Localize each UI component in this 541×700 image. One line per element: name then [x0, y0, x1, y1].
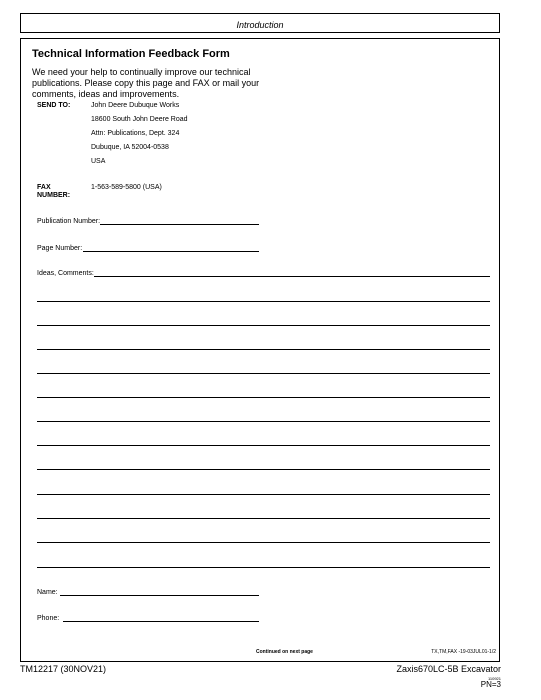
address-line-3: Attn: Publications, Dept. 324 [91, 130, 180, 137]
send-to-label: SEND TO: [37, 102, 71, 109]
reference-code: TX,TM,FAX -19-03JUL01-1/2 [431, 649, 496, 655]
phone-field[interactable] [63, 621, 259, 622]
comment-line-8[interactable] [37, 445, 490, 446]
form-title: Technical Information Feedback Form [32, 48, 230, 60]
page-number-label: Page Number: [37, 245, 83, 252]
comment-line-6[interactable] [37, 397, 490, 398]
address-line-5: USA [91, 158, 106, 165]
comment-line-3[interactable] [37, 325, 490, 326]
comment-line-4[interactable] [37, 349, 490, 350]
comment-line-13[interactable] [37, 567, 490, 568]
publication-number-label: Publication Number: [37, 218, 101, 225]
address-line-2: 18600 South John Deere Road [91, 116, 188, 123]
comment-line-9[interactable] [37, 469, 490, 470]
page-number: PN=3 [480, 680, 501, 689]
comment-line-7[interactable] [37, 421, 490, 422]
footer-code: 110921 [487, 676, 501, 681]
comment-line-11[interactable] [37, 518, 490, 519]
comment-line-5[interactable] [37, 373, 490, 374]
fax-number: 1-563-589-5800 (USA) [91, 184, 162, 191]
comment-line-2[interactable] [37, 301, 490, 302]
continued-note: Continued on next page [256, 649, 313, 655]
comment-line-1[interactable] [94, 276, 490, 277]
address-line-1: John Deere Dubuque Works [91, 102, 180, 109]
manual-id: TM12217 (30NOV21) [20, 664, 107, 674]
ideas-comments-label: Ideas, Comments: [37, 270, 94, 277]
section-title: Introduction [236, 20, 284, 30]
name-field[interactable] [60, 595, 259, 596]
fax-label-2: NUMBER: [37, 192, 71, 199]
comment-line-10[interactable] [37, 494, 490, 495]
comment-line-12[interactable] [37, 542, 490, 543]
form-intro: We need your help to continually improve our technical publications. Please copy this page and FAX or mail your comments, ideas and improvements. [32, 67, 260, 99]
fax-label-1: FAX [37, 184, 51, 191]
page-number-field[interactable] [83, 251, 259, 252]
address-line-4: Dubuque, IA 52004-0538 [91, 144, 169, 151]
name-label: Name: [37, 589, 58, 596]
publication-number-field[interactable] [100, 224, 259, 225]
model-name: Zaxis670LC-5B Excavator [396, 664, 501, 674]
phone-label: Phone: [37, 615, 60, 622]
